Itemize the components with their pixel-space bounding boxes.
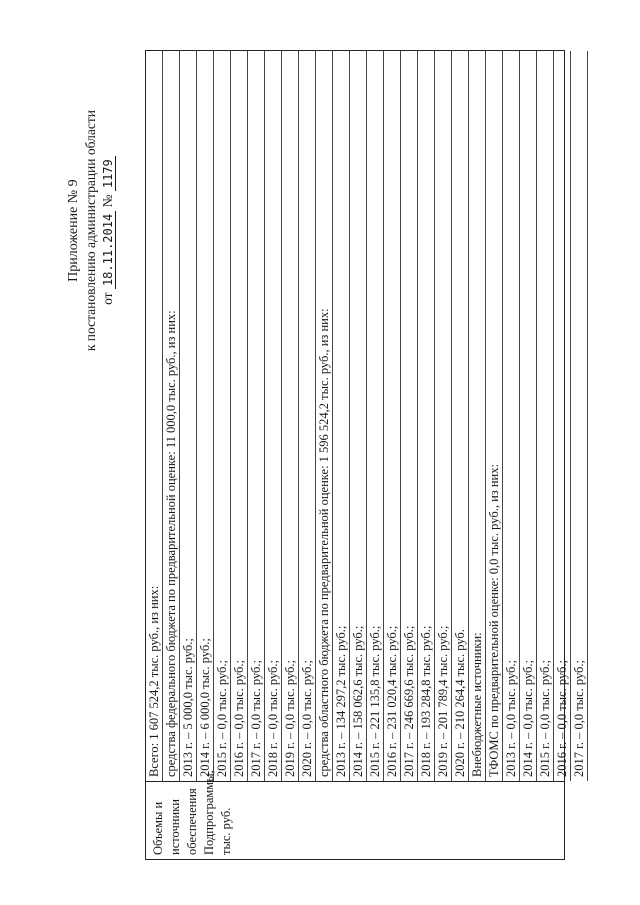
left-line: обеспечения xyxy=(185,788,199,855)
date-prefix: от xyxy=(100,292,115,305)
table-row: ТФОМС по предварительной оценке: 0,0 тыс. руб., из них: xyxy=(486,51,503,781)
table-row: 2013 г. – 0,0 тыс. руб.; xyxy=(503,51,520,781)
appendix-subtitle: к постановлению администрации области xyxy=(83,110,98,352)
table-row: средства областного бюджета по предварительной оценке: 1 596 524,2 тыс. руб., из них: xyxy=(316,51,333,781)
left-line: тыс. руб. xyxy=(219,807,233,855)
appendix-title: Приложение № 9 xyxy=(66,179,81,282)
rotated-page-content xyxy=(45,50,585,860)
table-row: 2019 г. – 201 789,4 тыс. руб.; xyxy=(435,51,452,781)
table-row: 2014 г. – 0,0 тыс. руб.; xyxy=(520,51,537,781)
left-line: Подпрограммы, xyxy=(202,770,216,855)
table-row: 2014 г. – 6 000,0 тыс. руб.; xyxy=(197,51,214,781)
table-row: 2014 г. – 158 062,6 тыс. руб.; xyxy=(350,51,367,781)
number-prefix: № xyxy=(100,194,115,208)
table-row: 2015 г. – 221 135,8 тыс. руб.; xyxy=(367,51,384,781)
table-row: 2020 г. – 0,0 тыс. руб.; xyxy=(299,51,316,781)
table-row: 2016 г. – 0,0 тыс. руб.; xyxy=(554,51,571,781)
table-row: 2018 г. – 193 284,8 тыс. руб.; xyxy=(418,51,435,781)
table-row: 2017 г. – 0,0 тыс. руб.; xyxy=(571,51,588,781)
table-row: 2020 г. – 210 264,4 тыс. руб. xyxy=(452,51,469,781)
table-row: 2016 г. – 0,0 тыс. руб.; xyxy=(231,51,248,781)
table-right-column xyxy=(146,51,586,781)
funding-table xyxy=(145,50,586,860)
document-header xyxy=(65,110,116,351)
table-left-column xyxy=(146,770,564,859)
left-line: источники xyxy=(168,799,182,855)
table-row: 2013 г. – 134 297,2 тыс. руб.; xyxy=(333,51,350,781)
table-row: 2016 г. – 231 020,4 тыс. руб.; xyxy=(384,51,401,781)
table-row: 2018 г. – 0,0 тыс. руб.; xyxy=(265,51,282,781)
table-row: 2013 г. – 5 000,0 тыс. руб.; xyxy=(180,51,197,781)
table-row: средства федерального бюджета по предварительной оценке: 11 000,0 тыс. руб., из них: xyxy=(163,51,180,781)
table-row: 2017 г. – 0,0 тыс. руб.; xyxy=(248,51,265,781)
table-row: 2015 г. – 0,0 тыс. руб.; xyxy=(214,51,231,781)
table-row: 2017 г. – 246 669,6 тыс. руб.; xyxy=(401,51,418,781)
number-value: 1179 xyxy=(101,156,116,191)
left-line: Объемы и xyxy=(151,801,165,855)
table-row: Внебюджетные источники: xyxy=(469,51,486,781)
date-line xyxy=(99,110,116,351)
table-row: Всего: 1 607 524,2 тыс. руб., из них: xyxy=(146,51,163,781)
table-row: 2019 г. – 0,0 тыс. руб.; xyxy=(282,51,299,781)
date-value: 18.11.2014 xyxy=(101,211,116,289)
table-row: 2015 г. – 0,0 тыс. руб.; xyxy=(537,51,554,781)
